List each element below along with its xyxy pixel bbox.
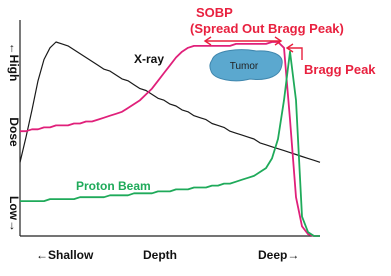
x-low-label: ←Shallow (36, 248, 94, 262)
xray-curve-label: X-ray (134, 52, 165, 66)
x-high-label: Deep→ (258, 248, 300, 262)
sobp-label: SOBP (196, 5, 233, 20)
proton-beam-curve (20, 52, 320, 236)
y-low-label: Low→ (7, 196, 21, 232)
tumor-label: Tumor (229, 61, 259, 72)
y-axis-label: Dose (7, 117, 21, 147)
y-high-label: ←High (7, 42, 21, 82)
sobp-sub-label: (Spread Out Bragg Peak) (190, 21, 344, 36)
bragg-peak-label: Bragg Peak (304, 62, 376, 77)
proton-curve-label: Proton Beam (76, 179, 151, 193)
x-axis-label: Depth (143, 248, 177, 262)
